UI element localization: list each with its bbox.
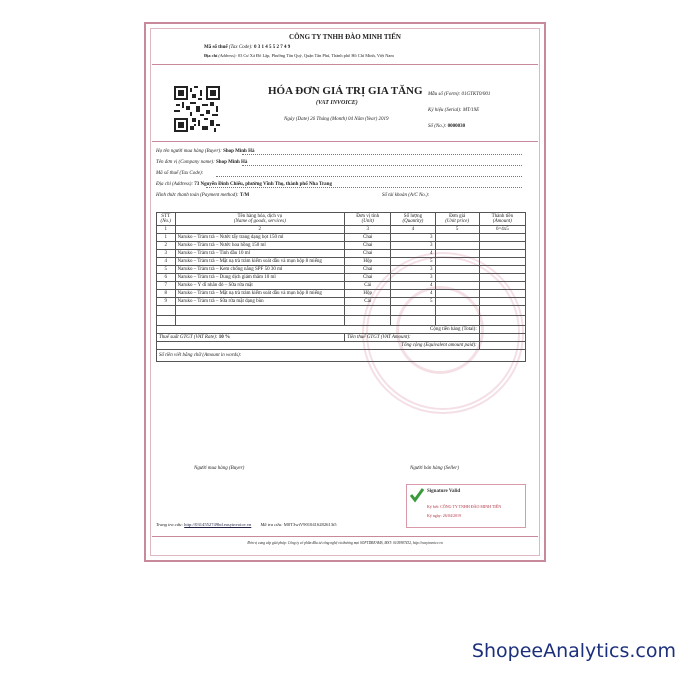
invoice-number: Số (No.): 0000030 — [428, 124, 466, 129]
row-qty: 3 — [391, 234, 435, 242]
row-amount — [479, 282, 525, 290]
footer-rule — [152, 536, 538, 537]
row-price — [435, 250, 479, 258]
header-unit: Đơn vị tính (Unit) — [345, 213, 391, 226]
account-line: Số tài khoản (A/C No.): — [382, 193, 430, 198]
table-row — [157, 250, 526, 258]
items-table — [156, 212, 526, 362]
row-name: Naruko – Tràm trà – Kem chống nắng SPF 50 30 ml — [175, 266, 345, 274]
row-name: Naruko – Ý dĩ nhân đỏ – Sữa rửa mặt — [175, 282, 345, 290]
header-name: Tên hàng hóa, dịch vụ (Name of goods, services) — [175, 213, 345, 226]
header-amount: Thành tiền (Amount) — [479, 213, 525, 226]
row-price — [435, 242, 479, 250]
vat-amount-value — [479, 334, 525, 342]
table-row — [157, 266, 526, 274]
digital-signature-box — [406, 484, 526, 528]
row-no: 6 — [157, 274, 176, 282]
row-amount — [479, 266, 525, 274]
row-qty: 3 — [391, 274, 435, 282]
row-name: Naruko – Tràm trà – Nước tẩy trang dạng bọt 150 ml — [175, 234, 345, 242]
lookup-line: Trang tra cứu: http://0314552749hd.easyinvoice.vn Mã tra cứu: M0T3wtV9010416282613t5 — [156, 522, 337, 527]
table-index-row: 1 2 3 4 5 6=4x5 — [157, 226, 526, 234]
row-price — [435, 266, 479, 274]
invoice-serial: Ký hiệu (Serial): MT/19E — [428, 108, 480, 113]
vat-amount-label: Tiền thuế GTGT (VAT Amount): — [345, 334, 480, 342]
buyer-dotline — [242, 154, 522, 155]
row-no: 4 — [157, 258, 176, 266]
total-row — [157, 326, 526, 334]
row-unit: Chai — [345, 274, 391, 282]
buyer-company-line: Tên đơn vị (Company name): Shop Minh Hà — [156, 160, 248, 165]
seller-signature-label: Người bán hàng (Seller) — [410, 466, 459, 471]
lookup-url-link[interactable]: http://0314552749hd.easyinvoice.vn — [184, 522, 252, 527]
company-dotline — [242, 165, 522, 166]
row-amount — [479, 234, 525, 242]
row-name: Naruko – Tràm trà – Sữa rửa mặt dạng bùn — [175, 298, 345, 306]
total-value — [479, 326, 525, 334]
table-row — [157, 258, 526, 266]
row-no: 3 — [157, 250, 176, 258]
row-amount — [479, 290, 525, 298]
row-name: Naruko – Tràm trà – Nước hoa hồng 150 ml — [175, 242, 345, 250]
header-rule — [152, 64, 538, 65]
header-qty: Số lượng (Quantity) — [391, 213, 435, 226]
row-qty: 4 — [391, 290, 435, 298]
buyer-address-line: Địa chỉ (Address): 73 Nguyễn Đình Chiểu, phường Vĩnh Thọ, thành phố Nha Trang — [156, 182, 332, 187]
table-row — [157, 242, 526, 250]
row-amount — [479, 298, 525, 306]
header-price: Đơn giá (Unit price) — [435, 213, 479, 226]
row-no: 1 — [157, 234, 176, 242]
row-qty: 5 — [391, 298, 435, 306]
company-tax-line: Mã số thuế (Tax Code): 0 3 1 4 5 5 2 7 4 9 — [204, 45, 291, 50]
row-price — [435, 290, 479, 298]
table-row — [157, 298, 526, 306]
row-name: Naruko – Tràm trà – Dung dịch giảm thâm 10 ml — [175, 274, 345, 282]
buyer-signature-label: Người mua hàng (Buyer) — [194, 466, 245, 471]
row-no: 7 — [157, 282, 176, 290]
row-no: 9 — [157, 298, 176, 306]
row-amount — [479, 274, 525, 282]
invoice-form: Mẫu số (Form): 01GTKT0/001 — [428, 92, 491, 97]
blank-row — [157, 306, 526, 316]
row-amount — [479, 242, 525, 250]
row-price — [435, 258, 479, 266]
row-price — [435, 298, 479, 306]
row-amount — [479, 258, 525, 266]
row-qty: 3 — [391, 242, 435, 250]
in-words-row — [157, 350, 526, 362]
header-no: STT (No.) — [157, 213, 176, 226]
company-address-line: Địa chỉ (Address): 03 Cư Xá Đô Lập, Phường Tân Quý, Quận Tân Phú, Thành phố Hồ Chí Minh, Việt Nam — [204, 53, 394, 58]
tax-dotline — [216, 176, 522, 177]
row-price — [435, 274, 479, 282]
row-no: 5 — [157, 266, 176, 274]
row-qty: 4 — [391, 282, 435, 290]
row-no: 8 — [157, 290, 176, 298]
row-no: 2 — [157, 242, 176, 250]
table-header-row — [157, 213, 526, 226]
signature-date: Ký ngày: 26/04/2019 — [427, 513, 461, 518]
blank-row — [157, 316, 526, 326]
total-label: Cộng tiền hàng (Total): — [157, 326, 480, 334]
signature-valid-text: Signature Valid — [427, 489, 461, 494]
row-amount — [479, 250, 525, 258]
qr-code — [174, 86, 220, 132]
row-unit: Hộp — [345, 258, 391, 266]
in-words-cell: Số tiền viết bằng chữ (Amount in words): — [157, 350, 526, 362]
invoice-sheet — [144, 22, 546, 562]
shopeeanalytics-watermark: ShopeeAnalytics.com — [471, 640, 676, 662]
vat-row — [157, 334, 526, 342]
row-unit: Chai — [345, 266, 391, 274]
company-name: CÔNG TY TNHH ĐÀO MINH TIẾN — [289, 33, 401, 41]
buyer-line: Họ tên người mua hàng (Buyer): Shop Minh Hà — [156, 149, 255, 154]
row-unit: Cái — [345, 298, 391, 306]
grand-total-value — [479, 342, 525, 350]
row-name: Naruko – Tràm trà – Mặt nạ trà tràm kiểm soát dầu và mụn hộp 8 miếng — [175, 290, 345, 298]
row-qty: 5 — [391, 258, 435, 266]
title-rule — [152, 141, 538, 142]
invoice-subtitle: (VAT INVOICE) — [316, 100, 358, 106]
table-body — [157, 234, 526, 306]
row-unit: Chai — [345, 242, 391, 250]
vat-rate-cell: Thuế suất GTGT (VAT Rate): 10 % — [157, 334, 345, 342]
checkmark-icon — [409, 487, 425, 503]
table-row — [157, 282, 526, 290]
table-row — [157, 234, 526, 242]
provider-note: Đơn vị cung cấp giải pháp: Công ty cổ phần đầu tư công nghệ và thương mại SOFTDREAMS, MST: 0105987432, http://easyinvoice.vn — [247, 541, 443, 545]
row-qty: 4 — [391, 250, 435, 258]
table-row — [157, 274, 526, 282]
row-qty: 3 — [391, 266, 435, 274]
payment-line: Hình thức thanh toán (Payment method): T/M — [156, 193, 250, 198]
buyer-tax-line: Mã số thuế (Tax Code): — [156, 171, 204, 176]
grand-total-row — [157, 342, 526, 350]
signature-signer: Ký bởi: CÔNG TY TNHH ĐÀO MINH TIẾN — [427, 504, 502, 509]
row-name: Naruko – Tràm trà – Tinh dầu 10 ml — [175, 250, 345, 258]
table-row — [157, 290, 526, 298]
row-unit: Chai — [345, 234, 391, 242]
row-name: Naruko – Tràm trà – Mặt nạ trà tràm kiểm soát dầu và mụn hộp 8 miếng — [175, 258, 345, 266]
address-dotline — [206, 187, 522, 188]
row-unit: Chai — [345, 250, 391, 258]
row-price — [435, 234, 479, 242]
row-unit: Hộp — [345, 290, 391, 298]
row-unit: Cái — [345, 282, 391, 290]
invoice-title: HÓA ĐƠN GIÁ TRỊ GIA TĂNG — [268, 85, 423, 97]
row-price — [435, 282, 479, 290]
grand-total-label: Tổng cộng (Equivalent amount paid): — [157, 342, 480, 350]
invoice-date: Ngày (Date) 26 Tháng (Month) 04 Năm (Year) 2019 — [284, 117, 389, 122]
